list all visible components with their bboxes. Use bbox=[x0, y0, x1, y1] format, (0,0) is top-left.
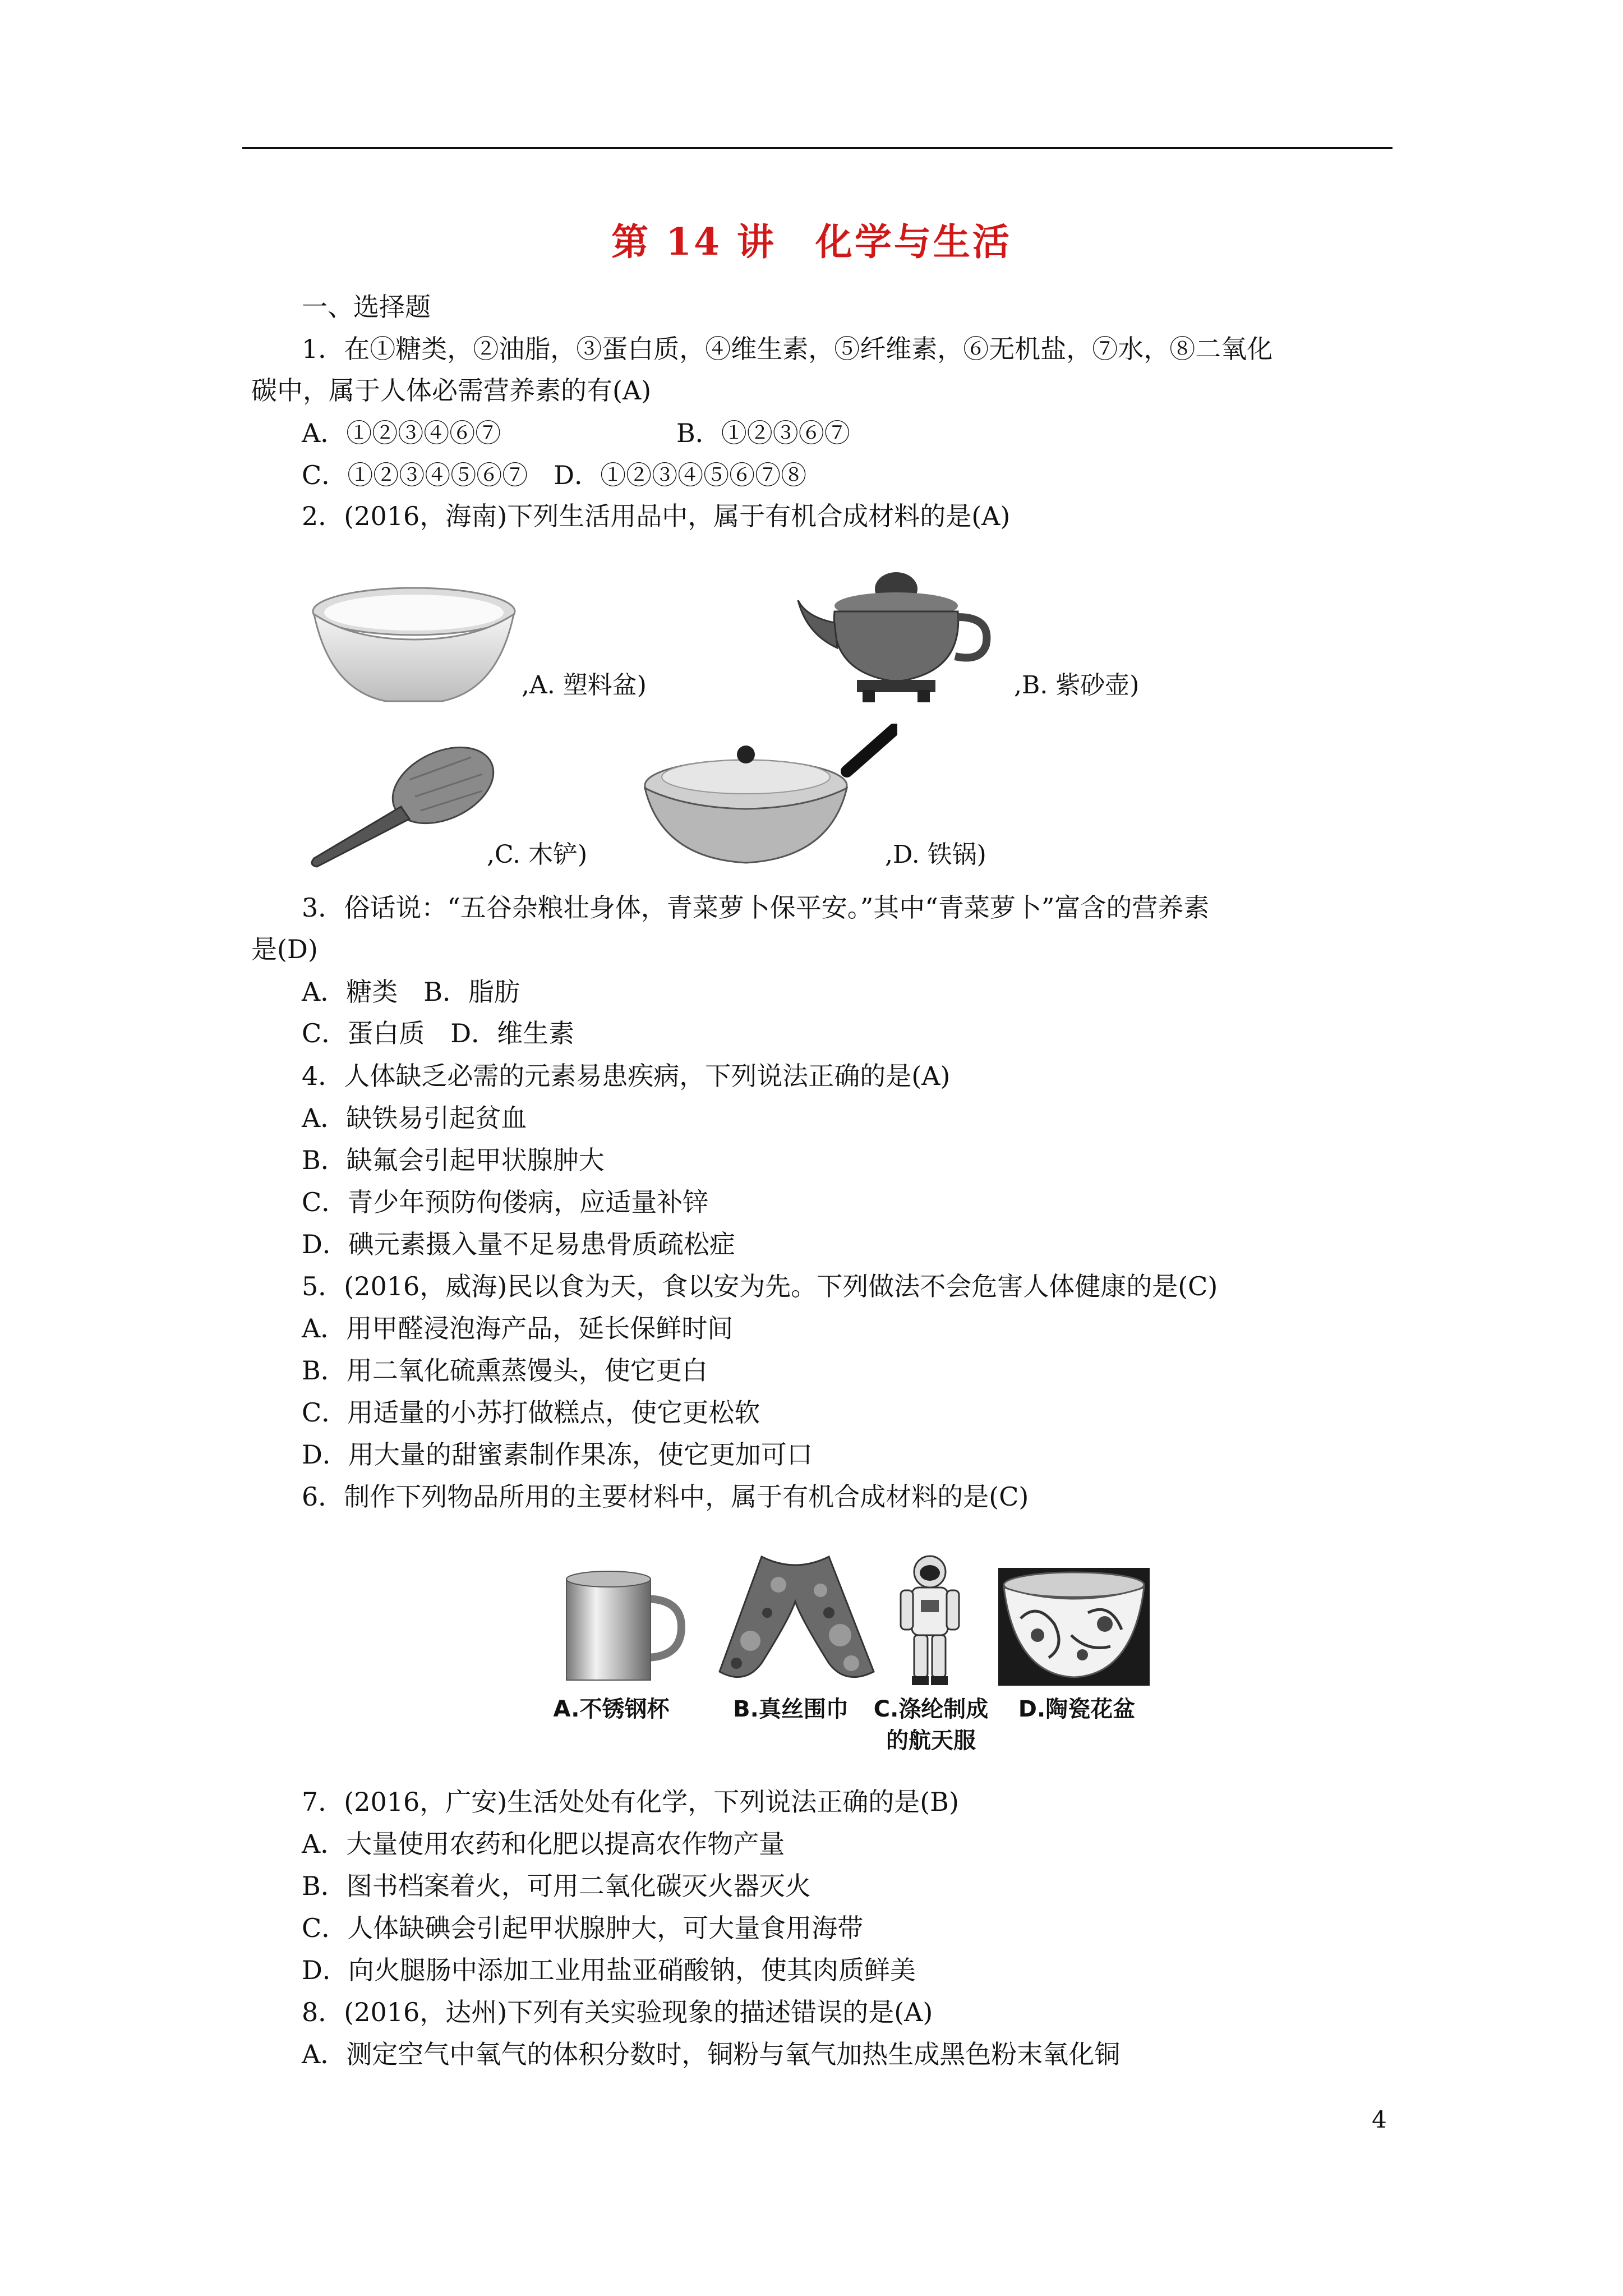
q1-option-cd: C．①②③④⑤⑥⑦ D．①②③④⑤⑥⑦⑧ bbox=[302, 460, 807, 490]
q5-option-c: C．用适量的小苏打做糕点，使它更松软 bbox=[302, 1397, 760, 1428]
q1-stem-line2: 碳中，属于人体必需营养素的有(A) bbox=[251, 375, 652, 406]
q6-caption-a: A.不锈钢杯 bbox=[553, 1696, 670, 1722]
q4-option-a: A．缺铁易引起贫血 bbox=[302, 1103, 527, 1133]
q7-option-d: D．向火腿肠中添加工业用盐亚硝酸钠，使其肉质鲜美 bbox=[302, 1955, 916, 1985]
q1-stem-line1: 1．在①糖类，②油脂，③蛋白质，④维生素，⑤纤维素，⑥无机盐，⑦水，⑧二氧化 bbox=[302, 334, 1273, 364]
q6-caption-c-line2: 的航天服 bbox=[886, 1728, 976, 1754]
porcelain-pot-image bbox=[998, 1568, 1150, 1686]
q2-caption-c: ,C. 木铲) bbox=[487, 840, 588, 869]
q8-option-a: A．测定空气中氧气的体积分数时，铜粉与氧气加热生成黑色粉末氧化铜 bbox=[302, 2039, 1121, 2069]
q1-option-b: B．①②③⑥⑦ bbox=[676, 418, 850, 448]
silk-scarf-image bbox=[717, 1551, 877, 1688]
plastic-basin-image bbox=[307, 583, 520, 712]
page-title: 第 14 讲 化学与生活 bbox=[611, 220, 1012, 264]
q5-option-d: D．用大量的甜蜜素制作果冻，使它更加可口 bbox=[302, 1439, 813, 1470]
q2-caption-d: ,D. 铁锅) bbox=[885, 840, 986, 869]
q3-option-ab: A．糖类 B．脂肪 bbox=[302, 977, 520, 1007]
q7-option-a: A．大量使用农药和化肥以提高农作物产量 bbox=[302, 1829, 785, 1859]
q1-option-a: A．①②③④⑥⑦ bbox=[302, 418, 501, 448]
q6-stem: 6．制作下列物品所用的主要材料中，属于有机合成材料的是(C) bbox=[302, 1481, 1029, 1512]
q7-option-b: B．图书档案着火，可用二氧化碳灭火器灭火 bbox=[302, 1871, 811, 1901]
q2-caption-a: ,A. 塑料盆) bbox=[522, 671, 647, 700]
q8-stem: 8．(2016，达州)下列有关实验现象的描述错误的是(A) bbox=[302, 1997, 933, 2027]
q5-option-a: A．用甲醛浸泡海产品，延长保鲜时间 bbox=[302, 1313, 734, 1343]
q2-stem: 2．(2016，海南)下列生活用品中，属于有机合成材料的是(A) bbox=[302, 501, 1011, 531]
teapot-image bbox=[795, 550, 997, 707]
q6-caption-d: D.陶瓷花盆 bbox=[1018, 1696, 1136, 1722]
q6-caption-c-line1: C.涤纶制成 bbox=[873, 1696, 989, 1722]
q4-option-b: B．缺氟会引起甲状腺肿大 bbox=[302, 1145, 605, 1175]
q2-caption-b: ,B. 紫砂壶) bbox=[1014, 671, 1140, 700]
wooden-spatula-image bbox=[303, 740, 499, 869]
steel-cup-image bbox=[561, 1565, 690, 1683]
space-suit-image bbox=[896, 1554, 963, 1688]
q4-stem: 4．人体缺乏必需的元素易患疾病，下列说法正确的是(A) bbox=[302, 1061, 951, 1091]
q4-option-c: C．青少年预防佝偻病，应适量补锌 bbox=[302, 1187, 709, 1217]
q6-caption-b: B.真丝围巾 bbox=[733, 1696, 849, 1722]
q7-stem: 7．(2016，广安)生活处处有化学，下列说法正确的是(B) bbox=[302, 1787, 959, 1817]
wok-image bbox=[639, 724, 897, 875]
q3-stem-line1: 3．俗话说：“五谷杂粮壮身体，青菜萝卜保平安。”其中“青菜萝卜”富含的营养素 bbox=[302, 892, 1210, 923]
header-rule bbox=[242, 147, 1393, 149]
q5-option-b: B．用二氧化硫熏蒸馒头，使它更白 bbox=[302, 1355, 708, 1386]
q3-stem-line2: 是(D) bbox=[251, 934, 318, 964]
q4-option-d: D．碘元素摄入量不足易患骨质疏松症 bbox=[302, 1229, 735, 1259]
section-heading: 一、选择题 bbox=[302, 292, 431, 322]
q3-option-cd: C．蛋白质 D．维生素 bbox=[302, 1018, 575, 1048]
q5-stem: 5．(2016，威海)民以食为天，食以安为先。下列做法不会危害人体健康的是(C) bbox=[302, 1271, 1218, 1301]
q7-option-c: C．人体缺碘会引起甲状腺肿大，可大量食用海带 bbox=[302, 1913, 864, 1943]
page-number: 4 bbox=[1372, 2106, 1387, 2133]
